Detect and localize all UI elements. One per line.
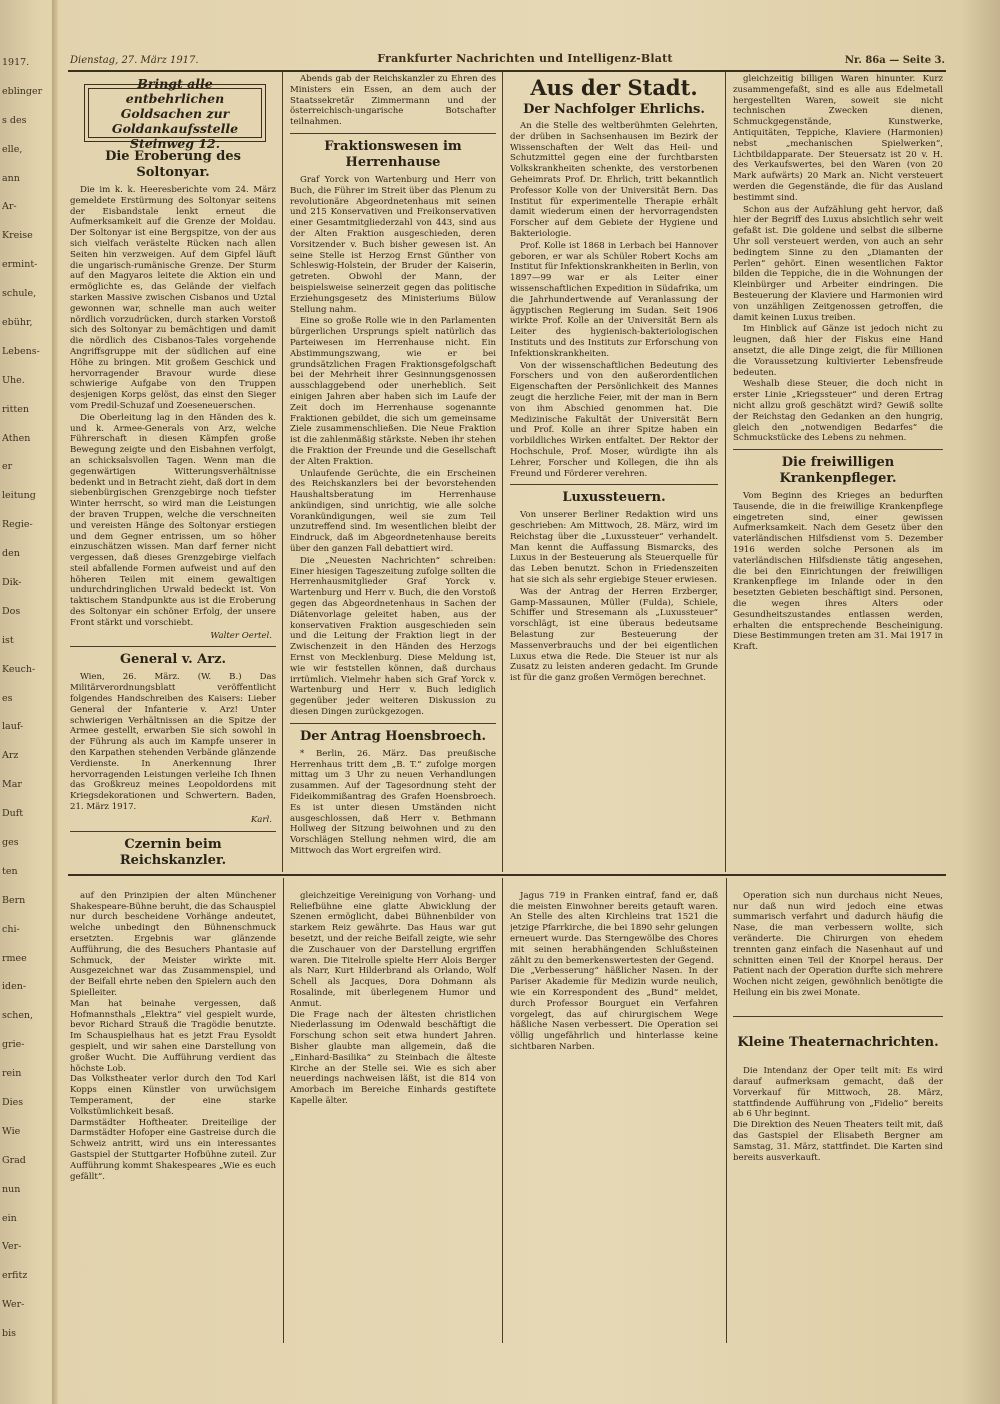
- left-fragment-text: bis: [2, 1329, 16, 1340]
- article-separator: [70, 831, 276, 832]
- left-fragment-text: Wer-: [2, 1300, 25, 1311]
- left-fragment-text: ein: [2, 1213, 17, 1224]
- article-separator: [290, 723, 496, 724]
- header-date: Dienstag, 27. März 1917.: [70, 55, 199, 66]
- feuilleton-column-1: [70, 880, 276, 1342]
- article-paragraph: Wien, 26. März. (W. B.) Das Militärverordnungsblatt veröffentlicht folgendes Handschreiben des Kaisers: Lieber General der Infanterie v. Arz! Unter schwierigen Verhältnissen an die Spitze der Armee gestellt, erwarben Sie sich sowohl in der Führung als auch im Kampfe unserer in den Karpathen stehenden Verbände glänzende Verdienste. In Anerkennung Ihrer hervorragenden Leistungen verleihe Ich Ihnen das Großkreuz meines Leopoldordens mit Kriegsdekorationen und Schwertern. Baden, 21. März 1917.: [70, 672, 276, 813]
- left-fragment-text: ebühr,: [2, 318, 33, 328]
- header-paper-title: Frankfurter Nachrichten und Intelligenz-Blatt: [377, 52, 673, 65]
- article-paragraph: Schon aus der Aufzählung geht hervor, daß hier der Begriff des Luxus absichtlich sehr weit gefaßt ist. Die goldene und selbst die silberne Uhr soll versteuert werden, von auch an sehr bedingtem Sinne zu den „Diamanten der Perlen“ gehört. Einen wesentlichen Faktor bilden die Teppiche, die in die Wohnungen der Kleinbürger und Arbeiter eindringen. Die Besteuerung der Klaviere und Harmonien wird von unzähligen Zeitgenossen getroffen, die damit keinen Luxus treiben.: [733, 204, 943, 323]
- article-paragraph: An die Stelle des weltberühmten Gelehrten, der drüben in Sachsenhausen im Bezirk der Wissenschaften der Welt das Heil- und Schutzmittel gegen eine der furchtbarsten Volkskrankheiten schenkte, des verstorbenen Geheimrats Prof. Dr. Ehrlich, tritt bekanntlich Professor Kolle von der Universität Bern. Das Institut für experimentelle Therapie erhält damit wiederum einen der hervorragendsten Forscher auf dem Gebiete der Hygiene und Bakteriologie.: [510, 121, 718, 239]
- feuilleton-column-3: [510, 880, 718, 1342]
- article-paragraph: Im Hinblick auf Gänze ist jedoch nicht zu leugnen, daß hier der Fiskus eine Hand ansetzt, die alle Dinge zeigt, die für Millionen die Voraussetzung kultivierter Lebensfreude bedeuten.: [733, 324, 943, 378]
- article-paragraph: Abends gab der Reichskanzler zu Ehren des Ministers ein Essen, an dem auch der Staatssekretär Zimmermann und der österreichisch-ungarische Botschafter teilnahmen.: [290, 74, 496, 128]
- left-fragment-text: Wie: [2, 1126, 21, 1137]
- headline-czernin: Czernin beim Reichskanzler.: [119, 836, 227, 868]
- left-fragment-text: ann: [2, 173, 20, 184]
- column-3: [510, 74, 718, 870]
- left-fragment-text: Athen: [2, 433, 31, 444]
- column-rule: [726, 878, 727, 1343]
- left-fragment-text: ges: [2, 838, 19, 848]
- column-rule: [282, 72, 283, 872]
- headline-krankenpfleger: Die freiwilligen Krankenpfleger.: [779, 455, 897, 487]
- left-fragment-text: iden-: [2, 982, 27, 993]
- left-fragment-text: schule,: [2, 289, 37, 300]
- left-fragment-text: rmee: [2, 953, 27, 964]
- left-fragment-text: Kreise: [2, 231, 33, 242]
- left-fragment-text: Bern: [2, 895, 26, 906]
- left-fragment-text: ermint-: [2, 260, 38, 271]
- header-rule: [68, 70, 946, 72]
- left-fragment-text: Mar: [2, 780, 22, 791]
- left-fragment-text: ist: [2, 635, 14, 646]
- left-fragment-text: Dos: [2, 606, 21, 617]
- article-paragraph: Die im k. k. Heeresberichte vom 24. März gemeldete Erstürmung des Soltonyar seitens der Eisbandstale lenkt erneut die Aufmerksamkeit auf die Grenze der Moldau. Der Soltonyar ist eine Bergspitze, von der aus sich vielfach verästelte Rücken nach allen Seiten hin verzweigen. Auf dem Gipfel läuft die ungarisch-rumänische Grenze. Der Sturm auf den Magyaros leitete die Aktion ein und ermöglichte es, das Gelände der vielfach starken Massive zwischen Cisbanos und Uztal gewonnen war, schnelle man auch weiter nördlich vorzudrücken, durch starken Vorstoß sich des Soltonyar zu bemächtigen und damit die nördlich des Cisbanos-Tales vorgehende Angriffsgruppe mit der südlichen auf eine Höhe zu bringen. Mit großem Geschick und hervorragender Bravour wurde diese schwierige Aufgabe von den Truppen desjenigen Korps gelöst, das einst den Sieger vom Predil-Schuzaf und Zoeseneuerschen.: [70, 185, 276, 411]
- section-divider: [68, 874, 946, 876]
- left-fragment-text: Lebens-: [2, 346, 40, 357]
- left-fragment-text: Grad: [2, 1155, 26, 1166]
- article-separator: [510, 484, 718, 485]
- headline-soltonyar: Die Eroberung des Soltonyar.: [105, 149, 241, 180]
- headline-luxussteuern: Luxussteuern.: [562, 490, 666, 506]
- article-paragraph: Graf Yorck von Wartenburg und Herr von Buch, die Führer im Streit über das Plenum zu revolutionäre Abgeordnetenhaus mit seinen und 215 Konservativen und Freikonservativen einer Gesamtmitgliederzahl von 443, sind aus der Alten Fraktion ausgeschieden, deren Vorsitzender v. Buch bisher gewesen ist. An seine Stelle ist Herzog Ernst Günther von Schleswig-Holstein, der Bruder der Kaiserin, getreten. Obwohl der Mann, der beispielsweise seinerzeit gegen das politische Erziehungsgesetz des Ministeriums Bülow Stellung nahm.: [290, 174, 496, 315]
- left-fragment-text: ten: [2, 866, 18, 877]
- feuilleton-column-2: [290, 880, 496, 1342]
- feuilleton-text: auf den Prinzipien der alten Münchener Shakespeare-Bühne beruht, die das Schauspiel nur durch bescheidene Vorhänge andeutet, welche unbedingt den Bühnenschmuck ersetzten. Ergebnis war glänzende Aufführung, die des Besuchers Phantasie auf Schmuck, der Meister wirkte mit. Ausgezeichnet war das Zusammenspiel, und der Beifall ehrte neben den Spielern auch den Spielleiter. Man hat beinahe vergessen, daß Hofmannsthals „Elektra“ viel gespielt wurde, bevor Richard Strauß die Tragödie benutzte. Im Schauspielhaus hat es jetzt Frau Eysoldt gespielt, und wir sahen eine Darstellung von großer Wucht. Die Aufführung verdient das höchste Lob. Das Volkstheater verlor durch den Tod Karl Kopps einen Künstler von urwüchsigem Temperament, der eine starke Volkstümlichkeit besaß. Darmstädter Hoftheater. Dreiteilige der Darmstädter Hofoper eine Gastreise durch die Schweiz antritt, wird uns ein interessantes Gastspiel der Stuttgarter Hofbühne zuteil. Zur Aufführung kommt Shakespeares „Wie es euch gefällt“.: [70, 890, 276, 1182]
- column-2: [290, 74, 496, 870]
- header-page-number: Nr. 86a — Seite 3.: [844, 55, 945, 66]
- headline-hoensbroech: Der Antrag Hoensbroech.: [299, 728, 487, 744]
- column-rule: [725, 72, 726, 872]
- feuilleton-text: Jagus 719 in Franken eintraf, fand er, daß die meisten Einwohner bereits getauft waren. An Stelle des alten Kirchleins trat 1521 die jetzige Pfarrkirche, die bei 1890 sehr gelungen erneuert wurde. Das Sterngewölbe des Chores mit seinen herabhängenden Schlußsteinen zählt zu den bemerkenswertesten der Gegend. Die „Verbesserung“ häßlicher Nasen. In der Pariser Akademie für Medizin wurde neulich, wie ein Korrespondent des „Bund“ meldet, durch Professor Bourguet ein Verfahren vorgelegt, das auf chirurgischem Wege häßliche Nasen verbessert. Die Operation sei völlig ungefährlich und hinterlasse keine sichtbaren Narben.: [510, 890, 718, 1052]
- left-fragment-text: leitung: [2, 491, 36, 502]
- headline-fraktionswesen: Fraktionswesen im Herrenhause: [324, 138, 462, 170]
- column-rule: [502, 878, 503, 1343]
- article-separator: [733, 1016, 943, 1017]
- left-fragment-text: chi-: [2, 924, 20, 935]
- gold-ad-box: [84, 75, 266, 151]
- left-fragment-text: Regie-: [2, 520, 33, 531]
- page-edge-shadow: [960, 0, 1000, 1404]
- article-separator: [70, 646, 276, 647]
- page-header: [70, 52, 945, 70]
- article-paragraph: Eine so große Rolle wie in den Parlamenten bürgerlichen Ursprungs spielt natürlich das Parteiwesen im Herrenhause nicht. Ein Abstimmungszwang, wie er bei grundsätzlichen Fragen Fraktionsgefolgschaft bei der Mehrheit ihrer Gesinnungsgenossen ausschlaggebend oder unerheblich. Seit einigen Jahren aber haben sich im Laufe der Zeit doch im Herrenhause sogenannte Fraktionen gebildet, die sich um gemeinsame Ziele zusammenschließen. Die Neue Fraktion ist die zahlenmäßig stärkste. Neben ihr stehen die Fraktion der Freunde und die Gesellschaft der Alten Fraktion.: [290, 316, 496, 467]
- left-fragment-text: Keuch-: [2, 664, 36, 675]
- left-fragment-text: Ar-: [2, 202, 17, 213]
- headline-nachfolger: Der Nachfolger Ehrlichs.: [523, 102, 705, 117]
- signature: Karl.: [250, 814, 272, 825]
- headline-general-arz: General v. Arz.: [120, 652, 226, 668]
- article-paragraph: Unlaufende Gerüchte, die ein Erscheinen des Reichskanzlers bei der bevorstehenden Haushaltsberatung im Herrenhause ankündigen, sind unrichtig, wie alle solche Vorankündigungen, weil sie zum Teil unzutreffend sind. Im wesentlichen bleibt der Eindruck, daß im Abgeordnetenhause bereits über den ganzen Fall debattiert wird.: [290, 468, 496, 555]
- left-fragment-text: er: [2, 462, 13, 473]
- left-fragment-text: Ver-: [2, 1242, 22, 1253]
- article-paragraph: Die Oberleitung lag in den Händen des k. und k. Armee-Generals von Arz, welche Führerschaft in diesen Kämpfen große Bewegung zeigte und den Eisbahnen verfolgt, an schicksalsvollen Tagen. Wenn man die gegenwärtigen Witterungsverhältnisse bedenkt und in Betracht zieht, daß dort in dem siebenbürgischen Grenzgebirge noch tiefster Winter herrscht, so wird man die Leistungen der braven Truppen, welche die verschneiten und vereisten Hänge des Soltonyar erstiegen und dem Gegner entrissen, um so höher einzuschätzen wissen. Man darf ferner nicht vergessen, daß dieses Grenzgebirge vielfach steil abfallende Formen aufweist und auf den höheren Teilen mit einem gewaltigen undurchdringlichen Urwald bedeckt ist. Von taktischem Standpunkte aus ist die Eroberung des Soltonyar ein schöner Erfolg, der unsere Front stärkt und vorschiebt.: [70, 412, 276, 628]
- feuilleton-text: Operation sich nun durchaus nicht Neues, nur daß nun wird jedoch eine etwas summarisch verfahrt und dadurch häufig die Nase, die man verbessern wollte, sich veränderte. Die Chirurgen von ehedem trennten ganz einfach die Nasenhaut auf und schnitten einen Teil der Knorpel heraus. Der Patient nach der Operation durfte sich mehrere Wochen nicht zeigen, gewöhnlich benötigte die Heilung ein bis zwei Monate.: [733, 890, 943, 998]
- article-paragraph: Die „Neuesten Nachrichten“ schreiben: Einer hiesigen Tageszeitung zufolge sollten die Herrenhausmitglieder Graf Yorck v. Wartenburg und Herr v. Buch, die den Vorstoß gegen das Abgeordnetenhaus in Sachen der Diätenvorlage geleitet haben, aus der konservativen Fraktion ausgeschieden sein und die Leitung der Fraktion liegt in der Zwischenzeit in den Händen des Herzogs Ernst von Mecklenburg. Diese Meldung ist, wie wir feststellen können, daß durchaus irrtümlich. Vielmehr haben sich Graf Yorck v. Wartenburg und Herr v. Buch lediglich gegenüber jeder weiteren Diskussion zu diesen Dingen zurückgezogen.: [290, 555, 496, 718]
- left-fragment-text: grie-: [2, 1040, 25, 1051]
- left-fragment-text: den: [2, 549, 20, 560]
- feuilleton-column-4: [733, 880, 943, 1342]
- left-fragment-text: 1917.: [2, 58, 30, 68]
- article-paragraph: Weshalb diese Steuer, die doch nicht in erster Linie „Kriegssteuer“ und deren Ertrag nicht allzu groß geschätzt wird? Gewiß sollte der Reichstag den Gedanken an den hungrig, gleich den „notwendigen Bedarfes“ die Schmuckstücke des Lebens zu nehmen.: [733, 379, 943, 444]
- column-4: [733, 74, 943, 870]
- left-fragment-text: s des: [2, 115, 27, 126]
- left-fragment-text: ritten: [2, 404, 29, 415]
- left-fragment-text: Arz: [2, 751, 19, 762]
- article-paragraph: * Berlin, 26. März. Das preußische Herrenhaus tritt dem „B. T.“ zufolge morgen mittag um 3 Uhr zu neuen Verhandlungen zusammen. Auf der Tagesordnung steht der Fideikommißantrag des Grafen Hoensbroech. Es ist unter diesen Umständen nicht ausgeschlossen, daß Herr v. Bethmann Hollweg der Sitzung beiwohnen und zu den Vorschlägen Stellung nehmen wird, die am Mittwoch das Wort ergreifen wird.: [290, 748, 496, 856]
- article-separator: [290, 133, 496, 134]
- left-fragment-text: erfitz: [2, 1271, 28, 1282]
- left-fragment-text: Duft: [2, 809, 24, 820]
- left-fragment-text: elle,: [2, 144, 23, 155]
- left-torn-strip: [0, 0, 58, 1404]
- left-fragment-text: eblinger: [2, 86, 43, 97]
- article-paragraph: Vom Beginn des Krieges an bedurften Tausende, die in die freiwillige Krankenpflege eingetreten sind, einer gewissen Aufmerksamkeit. Nach dem Gesetz über den vaterländischen Hilfsdienst vom 5. Dezember 1916 werden solche Personen als im vaterländischen Hilfsdienste tätig angesehen, die bei den Einrichtungen der freiwilligen Krankenpflege im Inlande oder in den besetzten Gebieten beschäftigt sind. Personen, die wegen ihres Alters oder Gesundheitszustandes entlassen werden, erhalten die entsprechende Bescheinigung. Diese Bestimmungen treten am 31. Mai 1917 in Kraft.: [733, 491, 943, 653]
- article-paragraph: gleichzeitig billigen Waren hinunter. Kurz zusammengefaßt, sind es alle aus Edelmetall hergestellten Waren, soweit sie nicht technischen Zwecken dienen, Schmuckgegenstände, Kunstwerke, Antiquitäten, Teppiche, Klaviere (Harmonien) nebst „mechanischen Spielwerken“, Lichtbildapparate. Der Steuersatz ist 20 v. H. des Verkaufswertes, bei den Waren (von 20 Mark aufwärts) 20 Mark an. Nicht versteuert werden die Gegenstände, die für das Ausland bestimmt sind.: [733, 74, 943, 203]
- left-fragment-text: Uhe.: [2, 375, 25, 386]
- column-rule: [502, 72, 503, 872]
- headline-theaternachrichten: Kleine Theaternachrichten.: [737, 1035, 939, 1051]
- feuilleton-text: Die Intendanz der Oper teilt mit: Es wird darauf aufmerksam gemacht, daß der Vorverkauf für Mittwoch, 28. März, stattfindende Aufführung von „Fidelio“ bereits ab 6 Uhr beginnt. Die Direktion des Neuen Theaters teilt mit, daß das Gastspiel der Elisabeth Bergner am Samstag, 31. März, stattfindet. Die Karten sind bereits ausverkauft.: [733, 1066, 943, 1163]
- left-fragment-text: rein: [2, 1069, 22, 1080]
- column-1: [70, 146, 276, 868]
- left-fragment-text: schen,: [2, 1011, 34, 1022]
- byline: Walter Oertel.: [210, 630, 272, 641]
- left-fragment-text: es: [2, 693, 13, 704]
- left-fragment-text: Dik-: [2, 578, 22, 588]
- article-paragraph: Von der wissenschaftlichen Bedeutung des Forschers und von den außerordentlichen Eigenschaften der Persönlichkeit des Mannes zeugt die herzliche Feier, mit der man in Bern von ihm Abschied genommen hat. Die Medizinische Fakultät der Universität Bern und Prof. Kolle an ihrer Spitze haben ein vorbildliches Wirken entfaltet. Der Rektor der Hochschule, Prof. Moser, würdigte ihn als Lehrer, Forscher und Kollegen, die ihn als Freund und Förderer verehren.: [510, 360, 718, 479]
- article-separator: [733, 449, 943, 450]
- left-fragment-text: nun: [2, 1184, 21, 1195]
- gold-ad-text: Bringt alle entbehrlichen Goldsachen zur Goldankaufsstelle Steinweg 12.: [88, 88, 262, 138]
- feuilleton-text: gleichzeitige Vereinigung von Vorhang- und Reliefbühne eine glatte Abwicklung der Szenen ermöglicht, dabei Bühnenbilder von starkem Reiz gewährte. Das Haus war gut besetzt, und der reiche Beifall zeigte, wie sehr die Zuschauer von der Darstellung ergriffen waren. Die Titelrolle spielte Herr Alois Berger als Narr, Kurt Hilderbrand als Orlando, Wolf Schell als Jacques, Dora Dohmann als Rosalinde, mit überlegenem Humor und Anmut. Die Frage nach der ältesten christlichen Niederlassung im Odenwald beschäftigt die Forschung schon seit etwa hundert Jahren. Bisher glaubte man allgemein, daß die „Einhard-Basilika“ zu Steinbach die älteste Kirche an der Stelle sei. Wie es sich aber neuerdings nachweisen läßt, ist die 814 von Amorbach im Bereiche Einhards gestiftete Kapelle älter.: [290, 890, 496, 1106]
- column-rule: [283, 878, 284, 1343]
- article-paragraph: Von unserer Berliner Redaktion wird uns geschrieben: Am Mittwoch, 28. März, wird im Reichstag über die „Luxussteuer“ verhandelt. Man kennt die Auffassung Bismarcks, des Luxus in der Besteuerung als Steuerquelle für das Leben benutzt. Schon in Friedenszeiten hat sie sich als sehr ergiebige Steuer erwiesen.: [510, 510, 718, 586]
- left-fragment-text: Dies: [2, 1098, 24, 1108]
- article-paragraph: Prof. Kolle ist 1868 in Lerbach bei Hannover geboren, er war als Schüler Robert Kochs am Institut für Infektionskrankheiten in Berlin, von 1897—99 war er als Leiter einer wissenschaftlichen Expedition in Südafrika, um die Jahrhundertwende auf Veranlassung der ägyptischen Regierung im Sudan. Seit 1906 wirkte Prof. Kolle an der Universität Bern als Leiter des hygienisch-bakteriologischen Instituts und des Instituts zur Erforschung von Infektionskrankheiten.: [510, 240, 718, 359]
- section-title-stadt: Aus der Stadt.: [530, 75, 698, 100]
- article-paragraph: Was der Antrag der Herren Erzberger, Gamp-Massaunen, Müller (Fulda), Schiele, Schiffer und Stresemann als „Luxussteuer“ vorschlägt, ist eine überaus bedeutsame Belastung zur Besteuerung der Massenverbrauchs und der bei eigentlichen Luxus etwa die Rede. Die Steuer ist nur als Zusatz zu leisten anderen gedacht. Im Grunde ist für die ganz großen Vermögen berechnet.: [510, 586, 718, 684]
- left-fragment-text: lauf-: [2, 722, 24, 733]
